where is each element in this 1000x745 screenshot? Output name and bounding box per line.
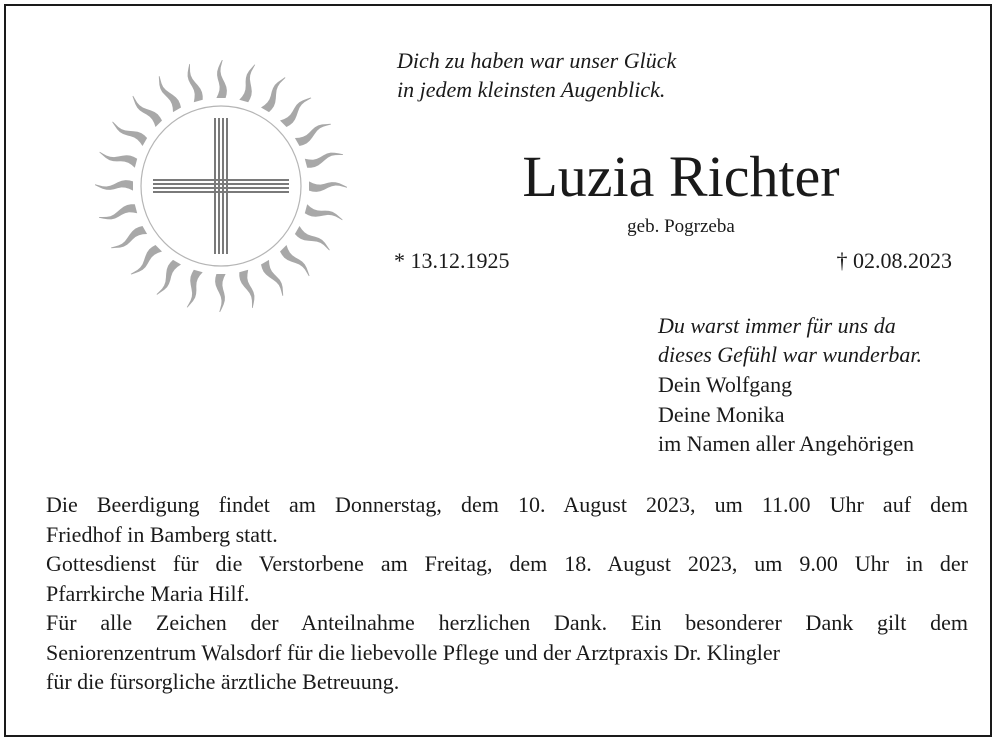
- death-date: † 02.08.2023: [836, 248, 952, 273]
- signer: Deine Monika: [658, 401, 785, 427]
- signer: Dein Wolfgang: [658, 372, 793, 397]
- quote-top-line: in jedem kleinsten Augenblick.: [397, 77, 666, 102]
- notice-line: Gottesdienst für die Verstorbene am Freitag, dem 18. August 2023, um 9.00 Uhr in der: [46, 551, 968, 576]
- notice-line: Pfarrkirche Maria Hilf.: [46, 580, 250, 606]
- sun-ray: [100, 152, 138, 168]
- sun-cross-icon: [91, 56, 351, 316]
- notice-line: Friedhof in Bamberg statt.: [46, 521, 278, 547]
- sun-ray: [188, 64, 203, 102]
- funeral-notice: [46, 490, 968, 697]
- sun-ray: [261, 77, 286, 112]
- sun-ray: [295, 226, 330, 251]
- quote-bottom: [658, 311, 922, 369]
- obituary-frame: [4, 4, 992, 737]
- sun-ray: [131, 245, 162, 275]
- signers: [658, 370, 914, 459]
- notice-line: für die fürsorgliche ärztliche Betreuung.: [46, 669, 400, 694]
- notice-line: Für alle Zeichen der Anteilnahme herzlichen Dank. Ein besonderer Dank gilt dem: [46, 610, 968, 635]
- sun-ray: [295, 124, 331, 146]
- signer: im Namen aller Angehörigen: [658, 431, 914, 456]
- sun-ray: [215, 274, 226, 312]
- sun-ray: [112, 122, 147, 147]
- sun-ray: [261, 260, 283, 296]
- sun-ray: [99, 204, 137, 219]
- sun-ray: [159, 76, 181, 112]
- notice-line: Die Beerdigung findet am Donnerstag, dem 10. August 2023, um 11.00 Uhr auf dem: [46, 492, 968, 517]
- quote-top-line: Dich zu haben war unser Glück: [397, 48, 677, 73]
- sun-ray: [239, 65, 255, 103]
- notice-line: Seniorenzentrum Walsdorf für die liebevolle Pflege und der Arztpraxis Dr. Klingler: [46, 639, 781, 665]
- quote-bottom-line: Du warst immer für uns da: [658, 313, 896, 338]
- sun-ray: [280, 245, 310, 276]
- deceased-name: Luzia Richter: [522, 144, 840, 209]
- sun-ray: [133, 96, 163, 127]
- sun-ray: [305, 204, 343, 220]
- sun-ray: [305, 153, 343, 168]
- birth-date: * 13.12.1925: [394, 248, 510, 273]
- quote-bottom-line: dieses Gefühl war wunderbar.: [658, 342, 922, 367]
- sun-ray: [111, 226, 147, 248]
- sun-ray: [187, 270, 203, 308]
- sun-ray: [95, 180, 133, 191]
- maiden-name: geb. Pogrzeba: [627, 216, 735, 237]
- sun-ray: [216, 60, 227, 98]
- sun-ray: [280, 98, 311, 128]
- sun-ray: [239, 270, 254, 308]
- quote-top: [397, 46, 676, 104]
- sun-ray: [157, 260, 182, 295]
- sun-ray: [309, 181, 347, 192]
